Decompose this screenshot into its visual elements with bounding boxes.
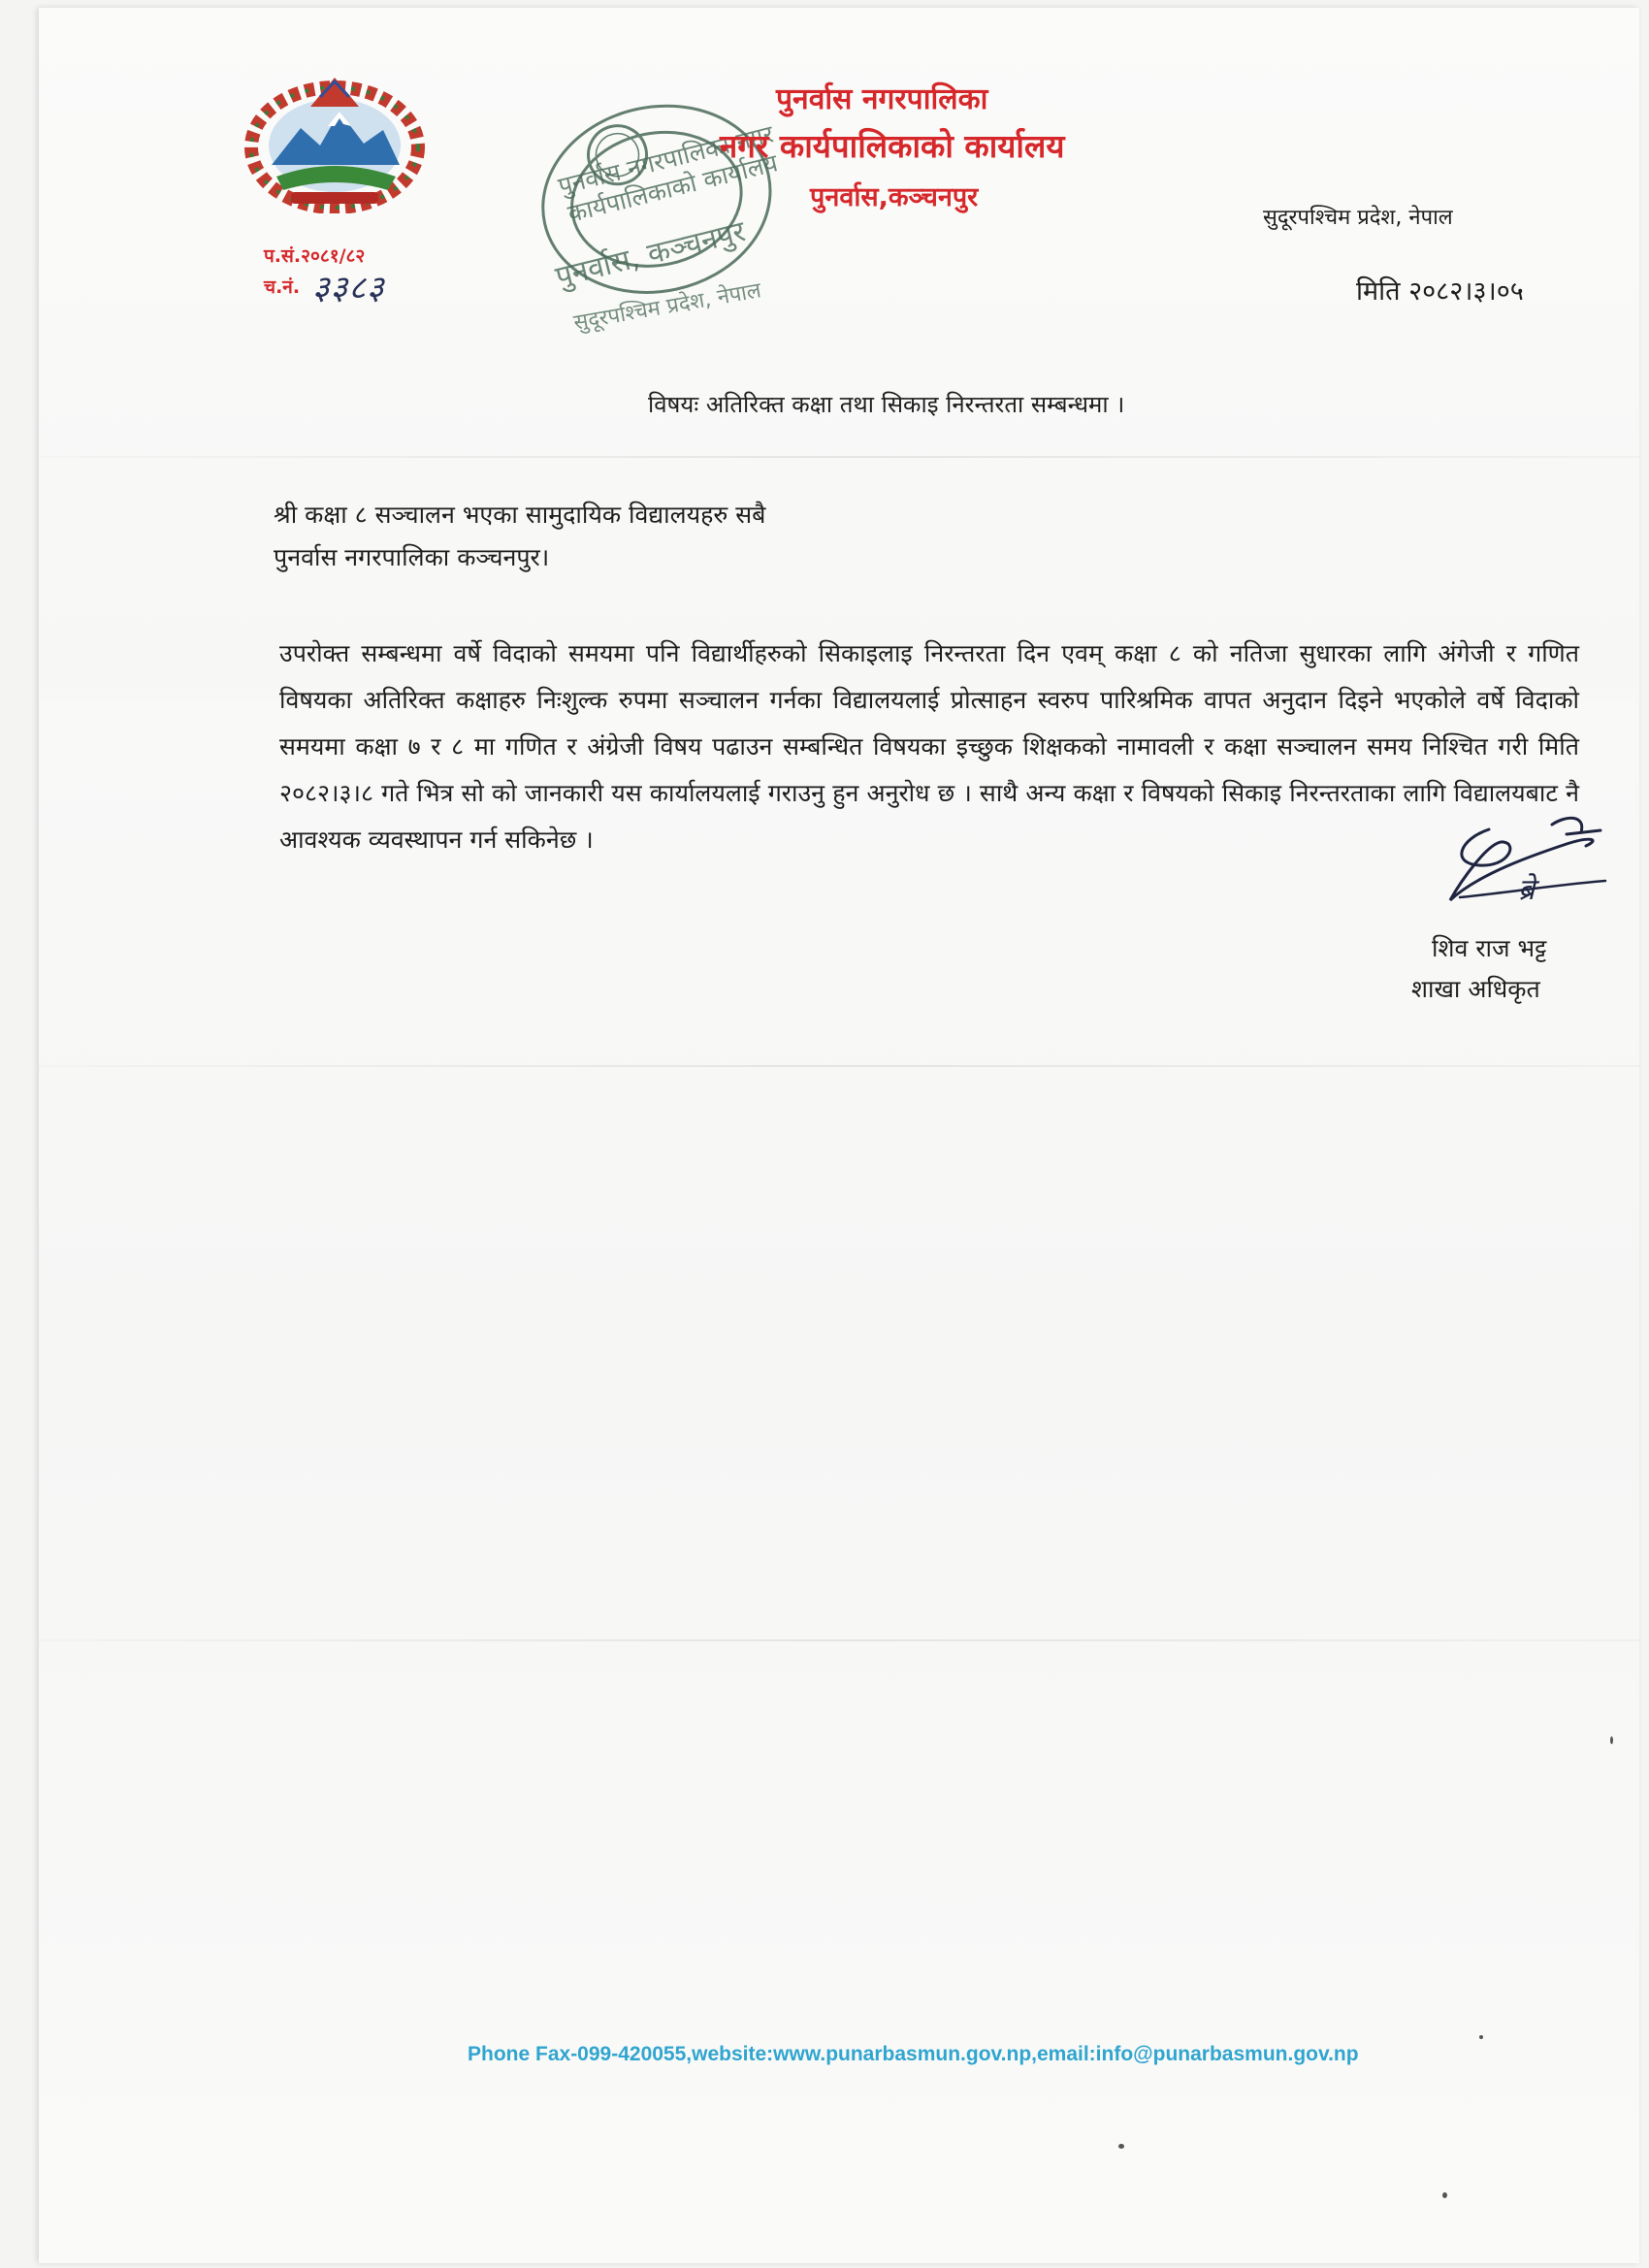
letter-paper	[39, 8, 1639, 2263]
letter-body: उपरोक्त सम्बन्धमा वर्षे विदाको समयमा पनि विद्यार्थीहरुको सिकाइलाइ निरन्तरता दिन एवम् कक्षा ८ को नतिजा सुधारका लागि अंगेजी र गणित विषयका अतिरिक्त कक्षाहरु निःशुल्क रुपमा सञ्चालन गर्नका विद्यालयलाई प्रोत्साहन स्वरुप पारिश्रमिक वापत अनुदान दिइने भएकोले वर्षे विदाको समयमा कक्षा ७ र ८ मा गणित र अंग्रेजी विषय पढाउन सम्बन्धित विषयका इच्छुक शिक्षकको नामावली र कक्षा सञ्चालन समय निश्चित गरी मिति २०८२।३।८ गते भित्र सो को जानकारी यस कार्यालयलाई गराउनु हुन अनुरोध छ । साथै अन्य कक्षा र विषयको सिकाइ निरन्तरताका लागि विद्यालयबाट नै आवश्यक व्यवस्थापन गर्न सकिनेछ ।	[279, 639, 1579, 854]
letter-date: मिति २०८२।३।०५	[1356, 276, 1524, 307]
scan-speck	[1442, 2192, 1447, 2198]
office-address: पुनर्वास,कञ्चनपुर	[810, 182, 979, 212]
chalani-label: च.नं.	[264, 276, 301, 298]
office-name: पुनर्वास नगरपालिका	[776, 82, 988, 116]
recipient-line: श्री कक्षा ८ सञ्चालन भएका सामुदायिक विद्यालयहरु सबै	[274, 501, 766, 529]
letter-subject: विषयः अतिरिक्त कक्षा तथा सिकाइ निरन्तरता सम्बन्धमा ।	[648, 391, 1125, 418]
stamp-bottom-text: सुदूरपश्चिम प्रदेश, नेपाल	[571, 278, 763, 336]
signatory-designation: शाखा अधिकृत	[1411, 975, 1540, 1003]
stamp-ring-text: पुनर्वास नगरपालिका नगर कार्यपालिकाको कार्यालय	[555, 119, 781, 228]
office-title: नगर कार्यपालिकाको कार्यालय	[720, 127, 1065, 165]
signature-mark: ब्रे	[1518, 873, 1536, 907]
paper-fold	[39, 1065, 1639, 1067]
province-label: सुदूरपश्चिम प्रदेश, नेपाल	[1263, 206, 1453, 230]
recipient-line: पुनर्वास नगरपालिका कञ्चनपुर।	[274, 543, 550, 571]
footer-contact: Phone Fax-099-420055,website:www.punarbasmun.gov.np,email:info@punarbasmun.gov.np	[468, 2043, 1359, 2065]
paper-fold	[39, 1639, 1639, 1641]
scan-speck	[1610, 1736, 1613, 1744]
patra-sankhya: प.सं.२०८१/८२	[264, 245, 366, 267]
signatory-name: शिव राज भट्ट	[1432, 934, 1547, 962]
stamp-inner-text: पुनर्वास, कञ्चनपुर	[552, 214, 749, 295]
paper-fold	[39, 456, 1639, 458]
scan-speck	[1479, 2035, 1483, 2039]
nepal-emblem-icon	[242, 68, 427, 213]
scan-speck	[1118, 2144, 1124, 2149]
chalani-number: ३३८३	[312, 269, 385, 308]
